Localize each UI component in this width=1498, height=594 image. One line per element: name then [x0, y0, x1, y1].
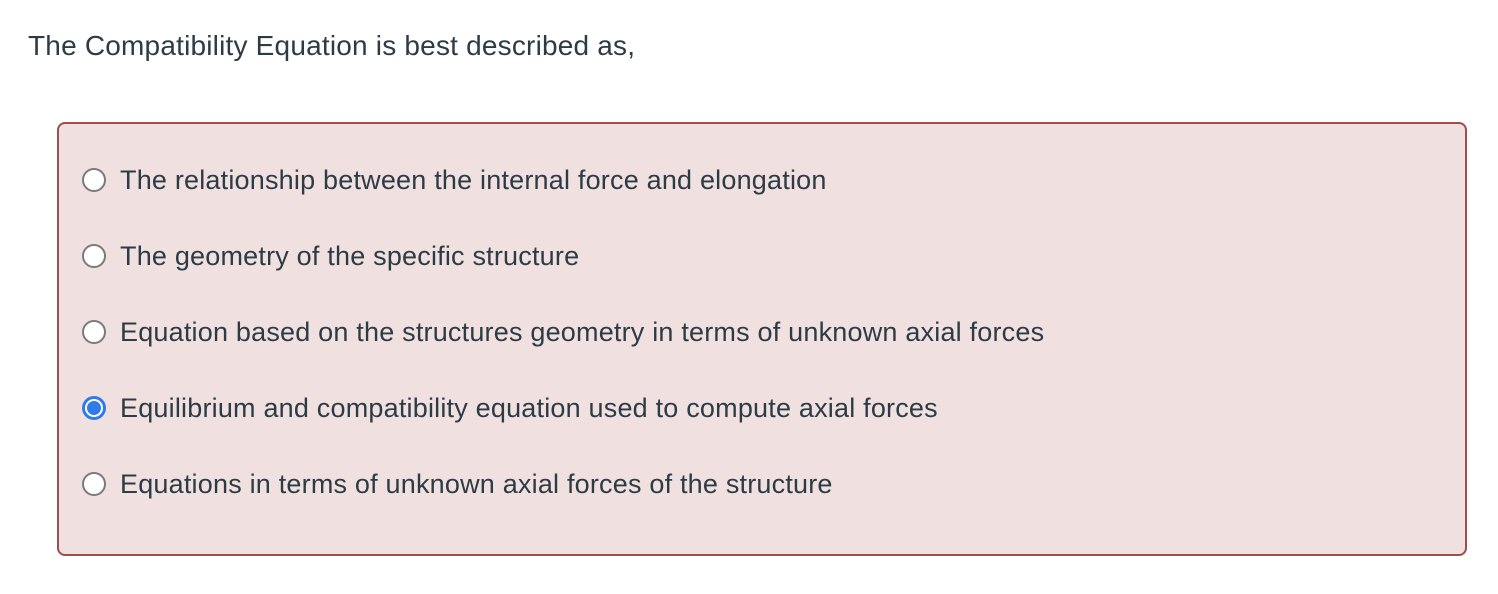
option-row[interactable] — [59, 236, 1465, 276]
option-row[interactable] — [59, 464, 1465, 504]
radio-button[interactable] — [82, 472, 106, 496]
option-label[interactable]: Equations in terms of unknown axial forces of the structure — [120, 469, 833, 499]
option-row[interactable] — [59, 312, 1465, 352]
radio-button[interactable] — [82, 244, 106, 268]
option-label[interactable]: Equation based on the structures geometry in terms of unknown axial forces — [120, 317, 1045, 347]
option-label[interactable]: The relationship between the internal force and elongation — [120, 165, 827, 195]
option-label[interactable]: Equilibrium and compatibility equation used to compute axial forces — [120, 393, 938, 423]
option-row[interactable] — [59, 160, 1465, 200]
radio-button[interactable] — [82, 168, 106, 192]
answer-options-box — [57, 122, 1467, 556]
options-list — [59, 160, 1465, 504]
option-row[interactable] — [59, 388, 1465, 428]
radio-button[interactable] — [82, 396, 106, 420]
radio-button[interactable] — [82, 320, 106, 344]
question-title: The Compatibility Equation is best described as, — [28, 30, 636, 61]
option-label[interactable]: The geometry of the specific structure — [120, 241, 580, 271]
